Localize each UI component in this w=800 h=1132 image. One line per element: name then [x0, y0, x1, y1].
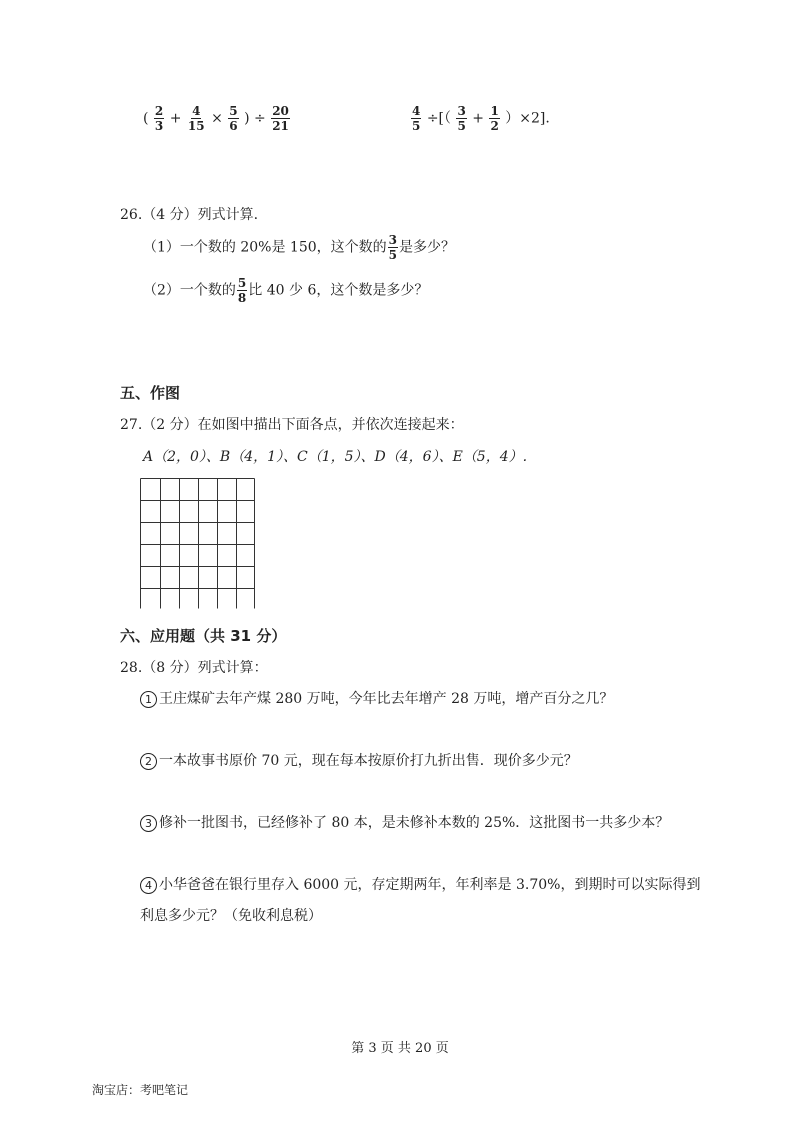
circled-number: 3 [140, 815, 157, 832]
operator: ÷[（ [426, 110, 452, 127]
paren-left: ( [143, 110, 149, 127]
operator: + [169, 110, 182, 127]
section-5-heading: 五、作图 [120, 384, 181, 402]
expression-1 [143, 105, 291, 132]
fraction: $\frac{20}{21}$ [272, 104, 289, 133]
circled-number: 1 [140, 691, 157, 708]
paren-right: ) [244, 110, 250, 127]
question-28-item-4: 4 小华爸爸在银行里存入 6000 元，存定期两年，年利率是 3.70%，到期时可以实际得到 [140, 874, 700, 894]
question-28-item-4-continued: 利息多少元？（免收利息税） [140, 908, 322, 924]
fraction: $\frac{5}{8}$ [237, 276, 247, 305]
question-28-title: 28.（8 分）列式计算： [120, 660, 268, 676]
coordinate-grid [140, 478, 256, 610]
circled-number: 4 [140, 877, 157, 894]
page-number: 第 3 页 共 20 页 [351, 1041, 449, 1056]
question-26-title: 26.（4 分）列式计算. [120, 207, 259, 223]
section-6-heading: 六、应用题（共 31 分） [120, 627, 287, 645]
fraction: $\frac{2}{3}$ [154, 104, 164, 133]
fraction: $\frac{3}{5}$ [457, 104, 466, 133]
shop-label: 淘宝店：考吧笔记 [92, 1083, 189, 1097]
fraction: $\frac{3}{5}$ [388, 233, 398, 262]
question-28-item-2: 2 一本故事书原价 70 元，现在每本按原价打九折出售．现价多少元？ [140, 750, 578, 770]
fraction: $\frac{4}{5}$ [412, 104, 421, 133]
question-27-title: 27.（2 分）在如图中描出下面各点，并依次连接起来： [120, 417, 464, 433]
question-26-part-2: （2）一个数的 $\frac{5}{8}$ 比 40 少 6，这个数是多少？ [143, 276, 429, 305]
operator: ÷ [254, 110, 266, 127]
circled-number: 2 [140, 753, 157, 770]
question-28-item-1: 1 王庄煤矿去年产煤 280 万吨，今年比去年增产 28 万吨，增产百分之几？ [140, 688, 613, 708]
expression-2 [410, 105, 550, 132]
fraction: $\frac{1}{2}$ [490, 104, 499, 133]
fraction: $\frac{5}{6}$ [229, 104, 238, 133]
operator: × [211, 110, 223, 127]
expression-tail: ）×2]. [505, 110, 550, 127]
question-26-part-1: （1）一个数的 20%是 150，这个数的 $\frac{3}{5}$ 是多少？ [143, 233, 456, 262]
operator: + [472, 110, 485, 127]
question-28-item-3: 3 修补一批图书，已经修补了 80 本，是未修补本数的 25%．这批图书一共多少本？ [140, 812, 669, 832]
fraction: $\frac{4}{15}$ [187, 104, 205, 133]
question-27-points: A（2，0）、B（4，1）、C（1，5）、D（4，6）、E（5，4）. [143, 449, 528, 465]
